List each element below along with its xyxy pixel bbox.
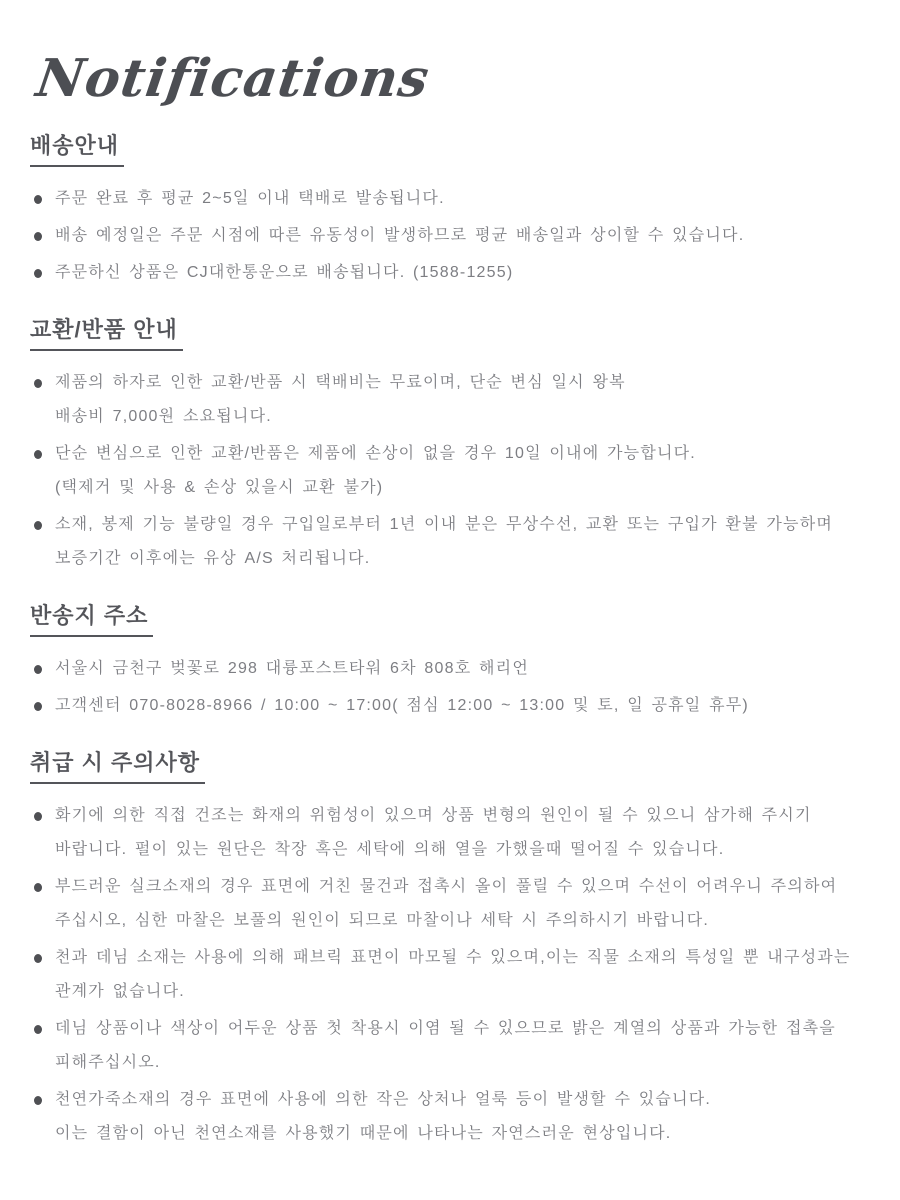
list-item <box>30 870 874 938</box>
item-line: 부드러운 실크소재의 경우 표면에 거친 물건과 접촉시 올이 풀릴 수 있으며 수선이 어려우니 주의하여 <box>55 878 838 895</box>
list-item <box>30 941 874 1009</box>
section-title: 반송지 주소 <box>30 604 153 637</box>
bullet-icon <box>34 232 42 241</box>
item-line: 소재, 봉제 기능 불량일 경우 구입일로부터 1년 이내 분은 무상수선, 교환 또는 구입가 환불 가능하며 <box>55 516 834 533</box>
bullet-icon <box>34 1096 42 1105</box>
section-item-list <box>30 652 874 723</box>
list-item <box>30 1083 874 1151</box>
notifications-script-logo: Notifications <box>32 48 434 109</box>
list-item <box>30 182 874 216</box>
item-line: 배송 예정일은 주문 시점에 따른 유동성이 발생하므로 평균 배송일과 상이할 수 있습니다. <box>55 227 745 244</box>
item-line: 고객센터 070-8028-8966 / 10:00 ~ 17:00( 점심 12:00 ~ 13:00 및 토, 일 공휴일 휴무) <box>55 697 749 714</box>
bullet-icon <box>34 883 42 892</box>
bullet-icon <box>34 1025 42 1034</box>
item-line: 주문하신 상품은 CJ대한통운으로 배송됩니다. (1588-1255) <box>55 264 514 281</box>
item-line: 제품의 하자로 인한 교환/반품 시 택배비는 무료이며, 단순 변심 일시 왕복 <box>55 374 626 391</box>
item-line: 배송비 7,000원 소요됩니다. <box>55 408 272 425</box>
item-line: 관계가 없습니다. <box>55 983 185 1000</box>
section-title: 취급 시 주의사항 <box>30 751 205 784</box>
list-item <box>30 256 874 290</box>
list-item <box>30 508 874 576</box>
list-item <box>30 366 874 434</box>
list-item <box>30 437 874 505</box>
item-line: 서울시 금천구 벚꽃로 298 대륭포스트타워 6차 808호 해리언 <box>55 660 529 677</box>
section-title: 배송안내 <box>30 134 124 167</box>
section-item-list <box>30 799 874 1151</box>
item-line: (택제거 및 사용 & 손상 있을시 교환 불가) <box>55 479 384 496</box>
item-line: 천과 데님 소재는 사용에 의해 패브릭 표면이 마모될 수 있으며,이는 직물 소재의 특성일 뿐 내구성과는 <box>55 949 851 966</box>
bullet-icon <box>34 195 42 204</box>
item-line: 주십시오, 심한 마찰은 보풀의 원인이 되므로 마찰이나 세탁 시 주의하시기 바랍니다. <box>55 912 710 929</box>
list-item <box>30 1012 874 1080</box>
bullet-icon <box>34 379 42 388</box>
list-item <box>30 689 874 723</box>
item-line: 화기에 의한 직접 건조는 화재의 위험성이 있으며 상품 변형의 원인이 될 수 있으니 삼가해 주시기 <box>55 807 812 824</box>
list-item <box>30 219 874 253</box>
bullet-icon <box>34 450 42 459</box>
bullet-icon <box>34 702 42 711</box>
bullet-icon <box>34 269 42 278</box>
bullet-icon <box>34 665 42 674</box>
bullet-icon <box>34 812 42 821</box>
bullet-icon <box>34 954 42 963</box>
item-line: 천연가죽소재의 경우 표면에 사용에 의한 작은 상처나 얼룩 등이 발생할 수 있습니다. <box>55 1091 712 1108</box>
section-shipping-info <box>30 134 874 290</box>
section-title: 교환/반품 안내 <box>30 318 183 351</box>
section-return-address <box>30 604 874 723</box>
item-line: 데님 상품이나 색상이 어두운 상품 첫 착용시 이염 될 수 있으므로 밝은 계열의 상품과 가능한 접촉을 <box>55 1020 836 1037</box>
item-line: 보증기간 이후에는 유상 A/S 처리됩니다. <box>55 550 371 567</box>
bullet-icon <box>34 521 42 530</box>
item-line: 바랍니다. 펄이 있는 원단은 착장 혹은 세탁에 의해 열을 가했을때 떨어질 수 있습니다. <box>55 841 725 858</box>
item-line: 주문 완료 후 평균 2~5일 이내 택배로 발송됩니다. <box>55 190 445 207</box>
item-line: 단순 변심으로 인한 교환/반품은 제품에 손상이 없을 경우 10일 이내에 가능합니다. <box>55 445 696 462</box>
item-line: 이는 결함이 아닌 천연소재를 사용했기 때문에 나타나는 자연스러운 현상입니다. <box>55 1125 672 1142</box>
item-line: 피해주십시오. <box>55 1054 161 1071</box>
section-exchange-return-info <box>30 318 874 576</box>
list-item <box>30 652 874 686</box>
section-item-list <box>30 182 874 290</box>
list-item <box>30 799 874 867</box>
section-item-list <box>30 366 874 576</box>
section-handling-precautions <box>30 751 874 1151</box>
